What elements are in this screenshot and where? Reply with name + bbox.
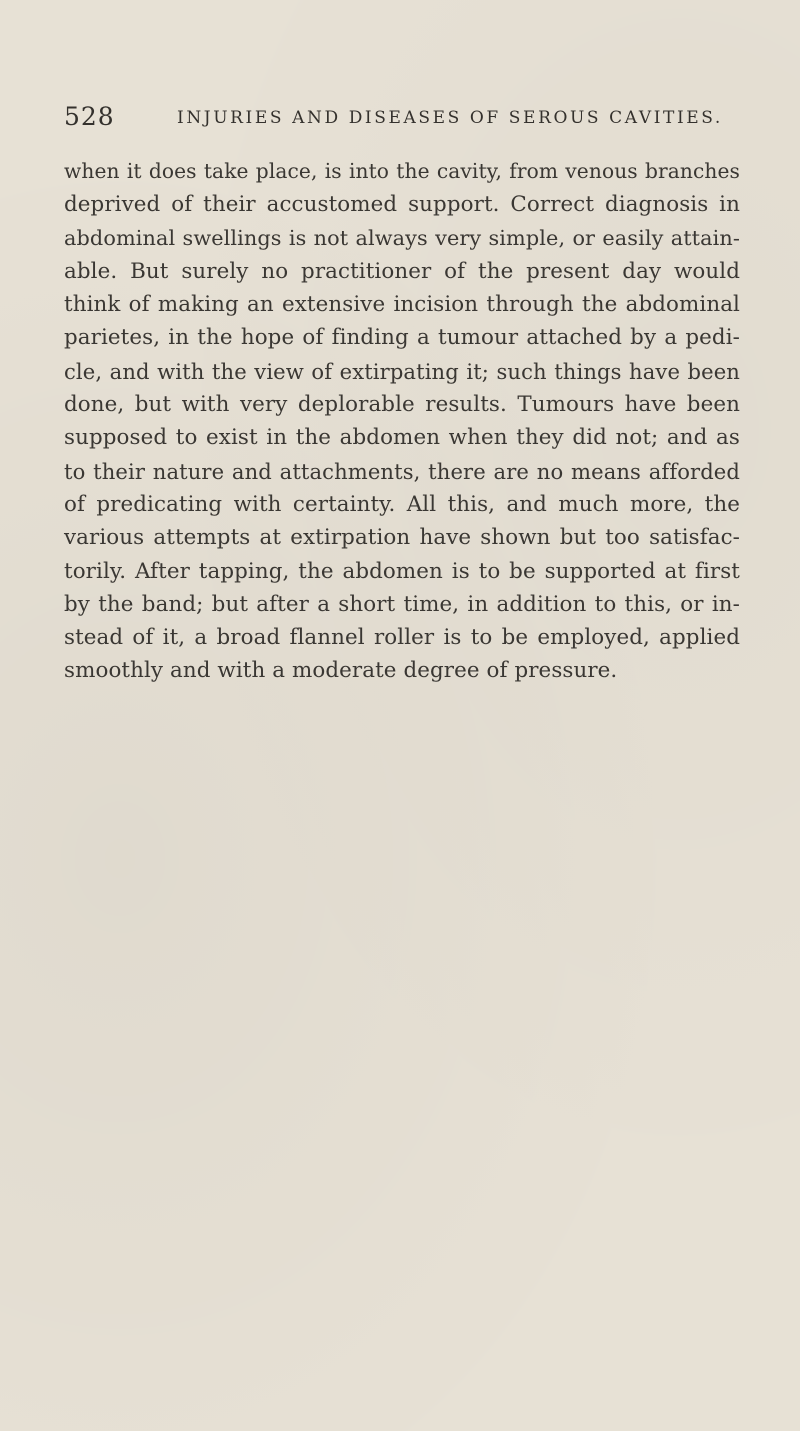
body-paragraph xyxy=(64,155,740,688)
text-line: parietes, in the hope of finding a tumour attached by a pedi- xyxy=(64,325,740,351)
text-line: done, but with very deplorable results. Tumours have been xyxy=(64,392,740,418)
text-line: abdominal swellings is not always very simple, or easily attain- xyxy=(64,225,740,250)
running-head: INJURIES AND DISEASES OF SEROUS CAVITIES. xyxy=(177,108,723,128)
page-number: 528 xyxy=(64,102,115,131)
page-header xyxy=(64,101,744,133)
text-line: various attempts at extirpation have shown but too satisfac- xyxy=(64,525,740,551)
text-line: of predicating with certainty. All this, and much more, the xyxy=(64,491,740,517)
text-line: torily. After tapping, the abdomen is to be supported at first xyxy=(64,558,740,584)
text-line: able. But surely no practitioner of the present day would xyxy=(64,258,740,284)
text-line: stead of it, a broad flannel roller is to be employed, applied xyxy=(64,625,740,651)
text-line: to their nature and attachments, there are no means afforded xyxy=(64,458,740,484)
text-line: supposed to exist in the abdomen when they did not; and as xyxy=(64,425,740,451)
text-line: smoothly and with a moderate degree of pressure. xyxy=(64,658,618,684)
text-line: by the band; but after a short time, in addition to this, or in- xyxy=(64,591,740,617)
text-line: cle, and with the view of extirpating it; such things have been xyxy=(64,358,740,384)
text-line: think of making an extensive incision through the abdominal xyxy=(64,292,740,318)
text-line: deprived of their accustomed support. Correct diagnosis in xyxy=(64,192,740,218)
text-line: when it does take place, is into the cavity, from venous branches xyxy=(64,159,740,183)
